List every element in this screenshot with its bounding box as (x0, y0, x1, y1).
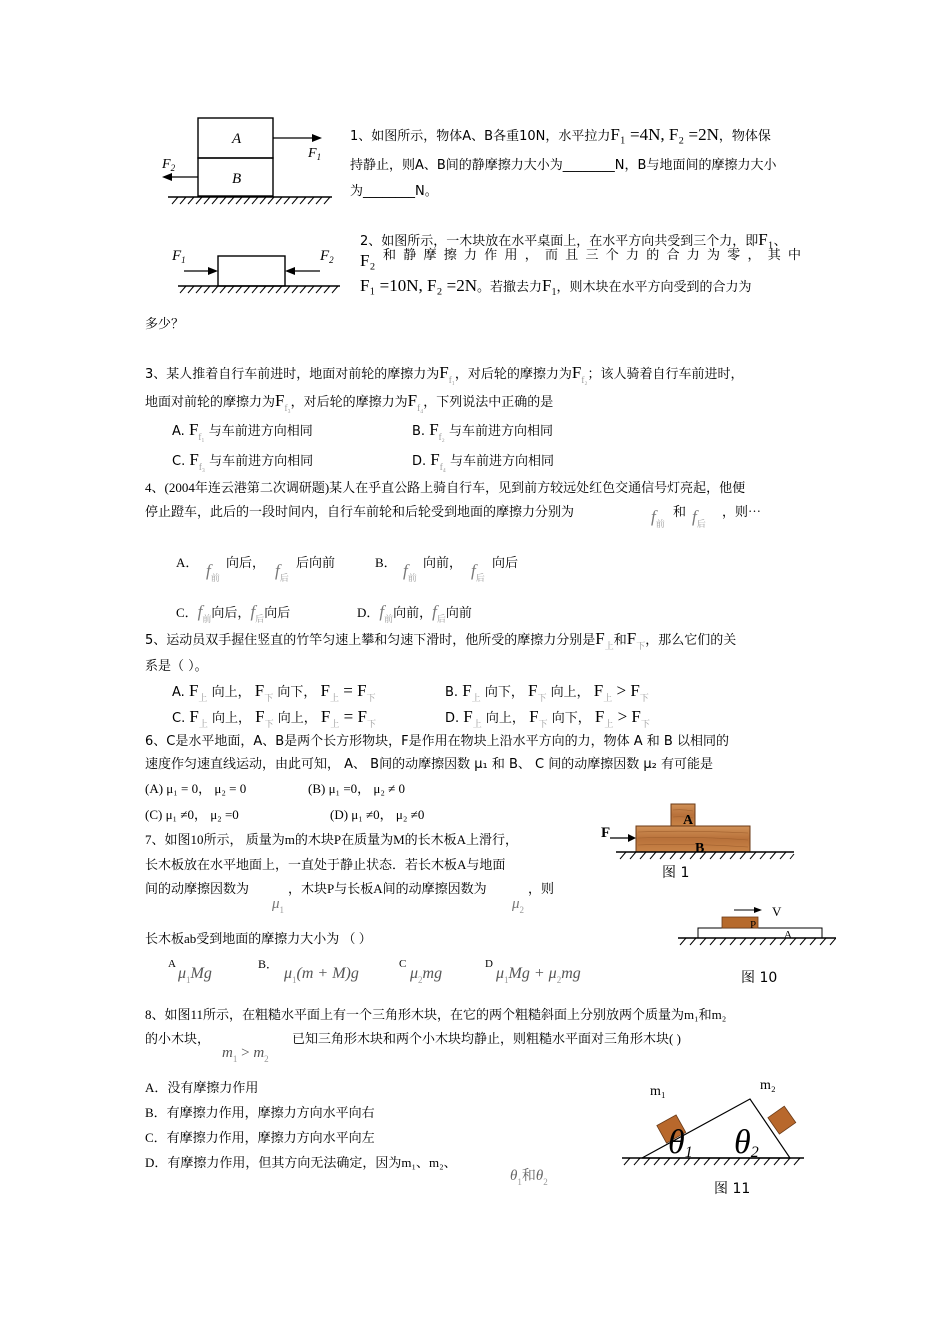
q6-option-d[interactable]: (D) μ₁ ≠0， μ₂ ≠0 (330, 807, 425, 822)
q7-option-a-expr: $\mu_1Mg$ (178, 965, 212, 985)
q2-line4: 多少？ (145, 317, 185, 332)
q8-line2a: 的小木块， (145, 1031, 211, 1046)
q3-option-c[interactable]: C. $F_{f_3}$ 与车前进方向相同 (172, 450, 314, 472)
block-b-label: B (695, 841, 705, 856)
block-b-label: B (232, 171, 242, 187)
q4-b-t2: 向后 (492, 555, 519, 570)
q6-figure-caption: 图 1 (662, 865, 690, 881)
q5-option-c[interactable]: C. $F_上$ 向上， $F_下$ 向上， $F_上 = F_下$ (172, 707, 376, 729)
q5-line1: 5、运动员双手握住竖直的竹竿匀速上攀和匀速下滑时，他所受的摩擦力分别是$F_上$和$F_下$，那么它们的关 (145, 629, 737, 651)
mass-m1-label: m₁ (650, 1084, 666, 1099)
q8-figure (612, 1075, 808, 1169)
q4-a-f2: $f_后$ (275, 561, 289, 583)
q8-line2b: 已知三角形木块和两个小木块均静止，则粗糙水平面对三角形木块( ) (292, 1031, 681, 1046)
q8-option-b[interactable]: B．有摩擦力作用，摩擦力方向水平向右 (145, 1105, 375, 1120)
q4-then: ，则⋯ (722, 504, 762, 519)
q8-mass-inequality: $m_1 > m_2$ (222, 1045, 269, 1064)
q3-option-b[interactable]: B. $F_{f_2}$ 与车前进方向相同 (412, 420, 553, 442)
q2-figure (168, 240, 348, 300)
q3-option-a[interactable]: A. $F_{f_1}$ 与车前进方向相同 (172, 420, 313, 442)
q3-option-d[interactable]: D. $F_{f_4}$ 与车前进方向相同 (412, 450, 555, 472)
q1-line1: 1、如图所示，物体A、B各重10N，水平拉力F₁ =4N, F₂ =2N，物体保 (350, 125, 771, 144)
block-a-label: A (683, 813, 694, 828)
q6-figure (596, 800, 802, 862)
angle-theta2-label: θ2 (734, 1124, 759, 1161)
q8-option-d[interactable]: D．有摩擦力作用，但其方向无法确定，因为m₁、m₂、 (145, 1155, 457, 1170)
q7-mu2: $\mu_2$ (512, 896, 525, 915)
q2-line2-text: 和静摩擦力作用，而且三个力的合力为零，其中 (383, 248, 806, 263)
q6-option-b[interactable]: (B) μ₁ =0， μ₂ ≠ 0 (308, 781, 406, 796)
q5-option-a[interactable]: A. $F_上$ 向上， $F_下$ 向下， $F_上 = F_下$ (172, 681, 376, 703)
q7-option-c[interactable]: C (399, 958, 407, 970)
q2-line1: 2、如图所示，一木块放在水平桌面上，在水平方向共受到三个力，即F₁、 (360, 230, 787, 249)
q4-and: 和 (673, 504, 687, 519)
q8-option-d-thetas: $\theta_1$和$\theta_2$ (510, 1168, 548, 1187)
q7-line4: 长木板ab受到地面的摩擦力大小为 （ ） (145, 931, 372, 946)
q4-option-d[interactable]: D．$f_前$向前，$f_后$向前 (357, 602, 472, 624)
q5-option-b[interactable]: B. $F_上$ 向下， $F_下$ 向上， $F_上 > F_下$ (445, 681, 649, 703)
q6-line2: 速度作匀速直线运动，由此可知， A、 B间的动摩擦因数 μ₁ 和 B、 C 间的动摩擦因数 μ₂ 有可能是 (145, 757, 713, 772)
force-f1-label: $F_1$ (172, 248, 186, 265)
q4-b-t1: 向前， (423, 555, 463, 570)
q7-option-c-expr: $\mu_2mg$ (410, 965, 443, 985)
q4-line1: 4、(2004年连云港第二次调研题)某人在乎直公路上骑自行车，见到前方较远处红色交通信号灯亮起，他便 (145, 480, 746, 495)
q7-line3-end: ，则 (528, 881, 555, 896)
q7-option-b[interactable]: B． (258, 957, 279, 971)
force-f2-label: $F_2$ (162, 157, 176, 173)
q6-option-c[interactable]: (C) μ₁ ≠0， μ₂ =0 (145, 807, 239, 822)
q3-line2: 地面对前轮的摩擦力为$F_{f_3}$，对后轮的摩擦力为$F_{f_4}$，下列说法中正确的是 (145, 391, 554, 413)
q6-option-a[interactable]: (A) μ₁ = 0， μ₂ = 0 (145, 781, 247, 796)
q8-option-c[interactable]: C．有摩擦力作用，摩擦力方向水平向左 (145, 1130, 375, 1145)
q7-line2: 长木板放在水平地面上，一直处于静止状态．若长木板A与地面 (145, 857, 506, 872)
force-f-label: F (601, 825, 611, 841)
q5-line2: 系是（ ）。 (145, 659, 208, 674)
force-f2-label: $F_2$ (320, 248, 334, 265)
q7-figure (676, 898, 836, 950)
q6-line1: 6、C是水平地面，A、B是两个长方形物块，F是作用在物块上沿水平方向的力，物体 A 和 B 以相同的 (145, 734, 729, 749)
q1-line2: 持静止，则A、B间的静摩擦力大小为________N，B与地面间的摩擦力大小 (350, 158, 777, 173)
q4-a-t2: 后向前 (296, 555, 336, 570)
block-a-label: A (232, 131, 242, 147)
q1-line3: 为________N。 (350, 184, 438, 199)
q8-option-a[interactable]: A．没有摩擦力作用 (145, 1080, 259, 1095)
q7-figure-caption: 图 10 (741, 970, 778, 986)
q8-line1: 8、如图11所示，在粗糙水平面上有一个三角形木块，在它的两个粗糙斜面上分别放两个质量为m₁和m₂ (145, 1007, 727, 1022)
q4-b-f2: $f_后$ (471, 561, 485, 583)
q7-line1: 7、如图10所示， 质量为m的木块P在质量为M的长木板A上滑行， (145, 832, 519, 847)
q7-option-d[interactable]: D (485, 958, 493, 970)
q7-option-d-expr: $\mu_1Mg + \mu_2mg$ (496, 965, 581, 985)
q5-option-d[interactable]: D. $F_上$ 向上， $F_下$ 向下， $F_上 > F_下$ (445, 707, 650, 729)
velocity-label: V (772, 904, 782, 919)
q4-option-c[interactable]: C．$f_前$向后，$f_后$向后 (176, 602, 291, 624)
q4-line2: 停止蹬车，此后的一段时间内，自行车前轮和后轮受到地面的摩擦力分别为 (145, 504, 575, 519)
q3-line1: 3、某人推着自行车前进时，地面对前轮的摩擦力为$F_{f_1}$，对后轮的摩擦力为$F_{f_2}$；该人骑着自行车前进时， (145, 363, 744, 385)
angle-theta1-label: θ1 (668, 1124, 693, 1161)
q7-option-a[interactable]: A (168, 958, 176, 970)
q4-a-t1: 向后， (226, 555, 266, 570)
q7-line3-mid: ，木块P与长板A间的动摩擦因数为 (288, 881, 487, 896)
q4-b-f1: $f_前$ (403, 561, 417, 583)
block-p-label: P (750, 919, 757, 931)
q4-f-rear: $f_后$ (692, 507, 706, 529)
q2-line2: F₂ (360, 251, 376, 270)
q1-figure (160, 112, 340, 210)
q2-line3: F₁ =10N, F₂ =2N。若撤去力$F_1$，则木块在水平方向受到的合力为 (360, 276, 752, 298)
mass-m2-label: m₂ (760, 1078, 776, 1093)
q7-option-b-expr: $\mu_1(m + M)g$ (284, 965, 359, 985)
q4-option-b[interactable]: B． (375, 555, 397, 570)
q7-line3: 间的动摩擦因数为 (145, 881, 250, 896)
q8-figure-caption: 图 11 (714, 1181, 751, 1197)
q7-mu1: $\mu_1$ (272, 896, 285, 915)
plank-a-label: A (784, 929, 792, 941)
q4-a-f1: $f_前$ (206, 561, 220, 583)
q4-f-front: $f_前$ (651, 507, 665, 529)
q4-option-a[interactable]: A． (176, 555, 199, 570)
force-f1-label: $F_1$ (308, 146, 322, 162)
